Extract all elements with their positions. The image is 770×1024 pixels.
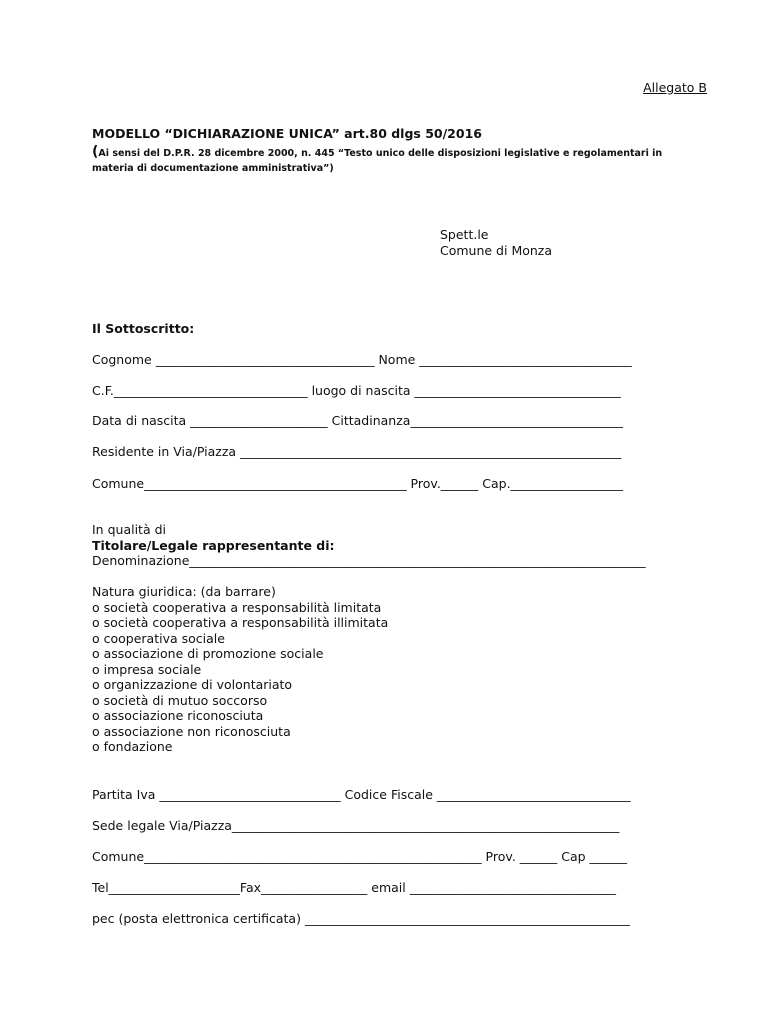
legal-representative-heading: Titolare/Legale rappresentante di: (92, 537, 335, 553)
municipality-row: Comune__________________________________________ Prov.______ Cap.__________________ (92, 476, 624, 491)
legal-nature-block (92, 584, 388, 755)
capacity-line: In qualità di (92, 522, 166, 537)
company-municipality-row: Comune______________________________________________________ Prov. ______ Cap ______ (92, 849, 628, 864)
birthdate-citizenship-row: Data di nascita ______________________ Cittadinanza__________________________________ (92, 413, 623, 428)
recipient-block (440, 227, 552, 259)
legal-nature-option: o associazione di promozione sociale (92, 646, 324, 661)
legal-nature-option: o cooperativa sociale (92, 630, 225, 646)
recipient-line-2: Comune di Monza (440, 243, 553, 258)
form-subtitle (92, 145, 704, 176)
subtitle-paren: ( (92, 144, 99, 160)
residence-row: Residente in Via/Piazza _____________________________________________________________ (92, 444, 622, 459)
denomination-row: Denominazione_________________________________________________________________________ (92, 553, 646, 568)
contacts-row: Tel_____________________Fax_________________ email _________________________________ (92, 880, 616, 895)
attachment-label: Allegato B (643, 80, 707, 95)
legal-nature-option: o società cooperativa a responsabilità illimitata (92, 615, 389, 630)
pec-row: pec (posta elettronica certificata) ____________________________________________________ (92, 911, 630, 926)
signatory-heading: Il Sottoscritto: (92, 321, 195, 336)
legal-nature-option: o associazione riconosciuta (92, 708, 264, 723)
recipient-line-1: Spett.le (440, 227, 489, 242)
legal-nature-option: o società di mutuo soccorso (92, 692, 268, 708)
legal-nature-option: o fondazione (92, 739, 173, 754)
tax-code-birthplace-row: C.F._______________________________ luogo di nascita _________________________________ (92, 383, 621, 398)
legal-nature-option: o società cooperativa a responsabilità limitata (92, 599, 382, 615)
legal-nature-heading: Natura giuridica: (da barrare) (92, 584, 276, 599)
legal-nature-option: o associazione non riconosciuta (92, 723, 291, 739)
surname-name-row: Cognome ___________________________________ Nome __________________________________ (92, 352, 632, 367)
subtitle-text: Ai sensi del D.P.R. 28 dicembre 2000, n. 445 “Testo unico delle disposizioni legislative e regolamentari in materia di documentazione amministrativa”) (92, 148, 663, 174)
legal-nature-option: o organizzazione di volontariato (92, 677, 293, 692)
vat-fiscal-code-row: Partita Iva _____________________________ Codice Fiscale _______________________________ (92, 787, 631, 802)
form-title: MODELLO “DICHIARAZIONE UNICA” art.80 dlgs 50/2016 (92, 126, 482, 141)
capacity-block (92, 522, 646, 569)
registered-office-row: Sede legale Via/Piazza______________________________________________________________ (92, 818, 620, 833)
legal-nature-option: o impresa sociale (92, 661, 202, 677)
